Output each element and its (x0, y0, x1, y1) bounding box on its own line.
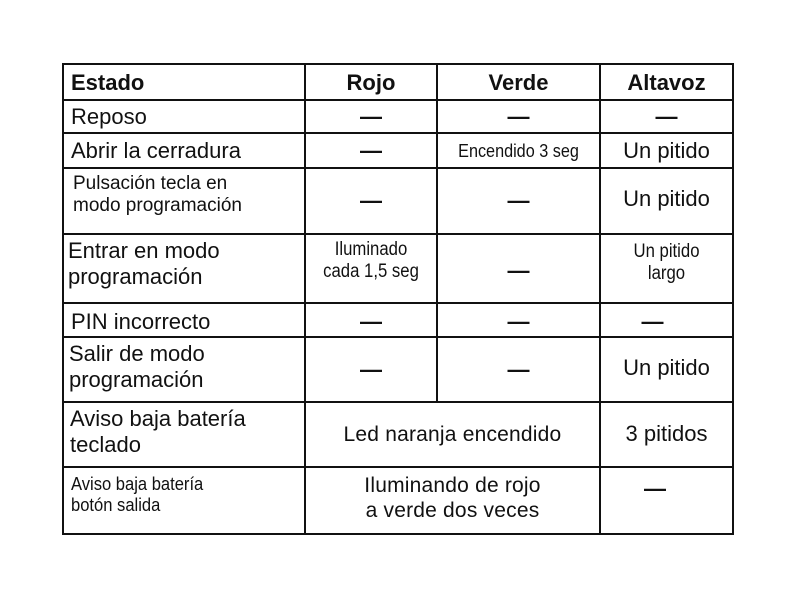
row-3-altavoz: Un pitido (623, 186, 710, 211)
row-2-altavoz: Un pitido (623, 138, 710, 163)
row-2-rojo: — (360, 138, 382, 163)
row-1-rojo: — (360, 104, 382, 129)
row-8-rojo-verde: Iluminando de rojo a verde dos veces (364, 474, 541, 522)
row-3-rojo: — (360, 188, 382, 213)
row-6-altavoz: Un pitido (623, 355, 710, 380)
row-1-altavoz: — (655, 104, 678, 129)
row-5-verde: — (507, 309, 530, 334)
row-5-estado: PIN incorrecto (71, 309, 211, 334)
row-4-estado: Entrar en modo programación (68, 238, 220, 289)
row-4-rojo: Iluminado cada 1,5 seg (323, 239, 419, 283)
row-4-altavoz: Un pitido largo (633, 241, 700, 285)
row-8-estado: Aviso baja batería botón salida (71, 474, 204, 516)
row-4-verde: — (507, 258, 530, 283)
row-3-estado: Pulsación tecla en modo programación (73, 173, 242, 217)
header-estado: Estado (71, 70, 145, 95)
row-5-rojo: — (360, 309, 382, 334)
row-3-verde: — (507, 188, 530, 213)
row-7-altavoz: 3 pitidos (625, 421, 708, 446)
row-6-rojo: — (360, 357, 382, 382)
row-1-verde: — (507, 104, 530, 129)
row-7-estado: Aviso baja batería teclado (70, 406, 246, 457)
header-verde: Verde (488, 70, 549, 95)
row-7-rojo-verde: Led naranja encendido (343, 423, 562, 446)
row-6-estado: Salir de modo programación (69, 341, 205, 392)
header-rojo: Rojo (346, 70, 396, 95)
row-1-estado: Reposo (71, 104, 147, 129)
row-6-verde: — (507, 357, 530, 382)
row-2-estado: Abrir la cerradura (71, 138, 241, 163)
row-8-altavoz: — (644, 476, 666, 501)
header-altavoz: Altavoz (627, 70, 706, 95)
row-5-altavoz: — (641, 309, 664, 334)
row-2-verde: Encendido 3 seg (458, 141, 579, 161)
